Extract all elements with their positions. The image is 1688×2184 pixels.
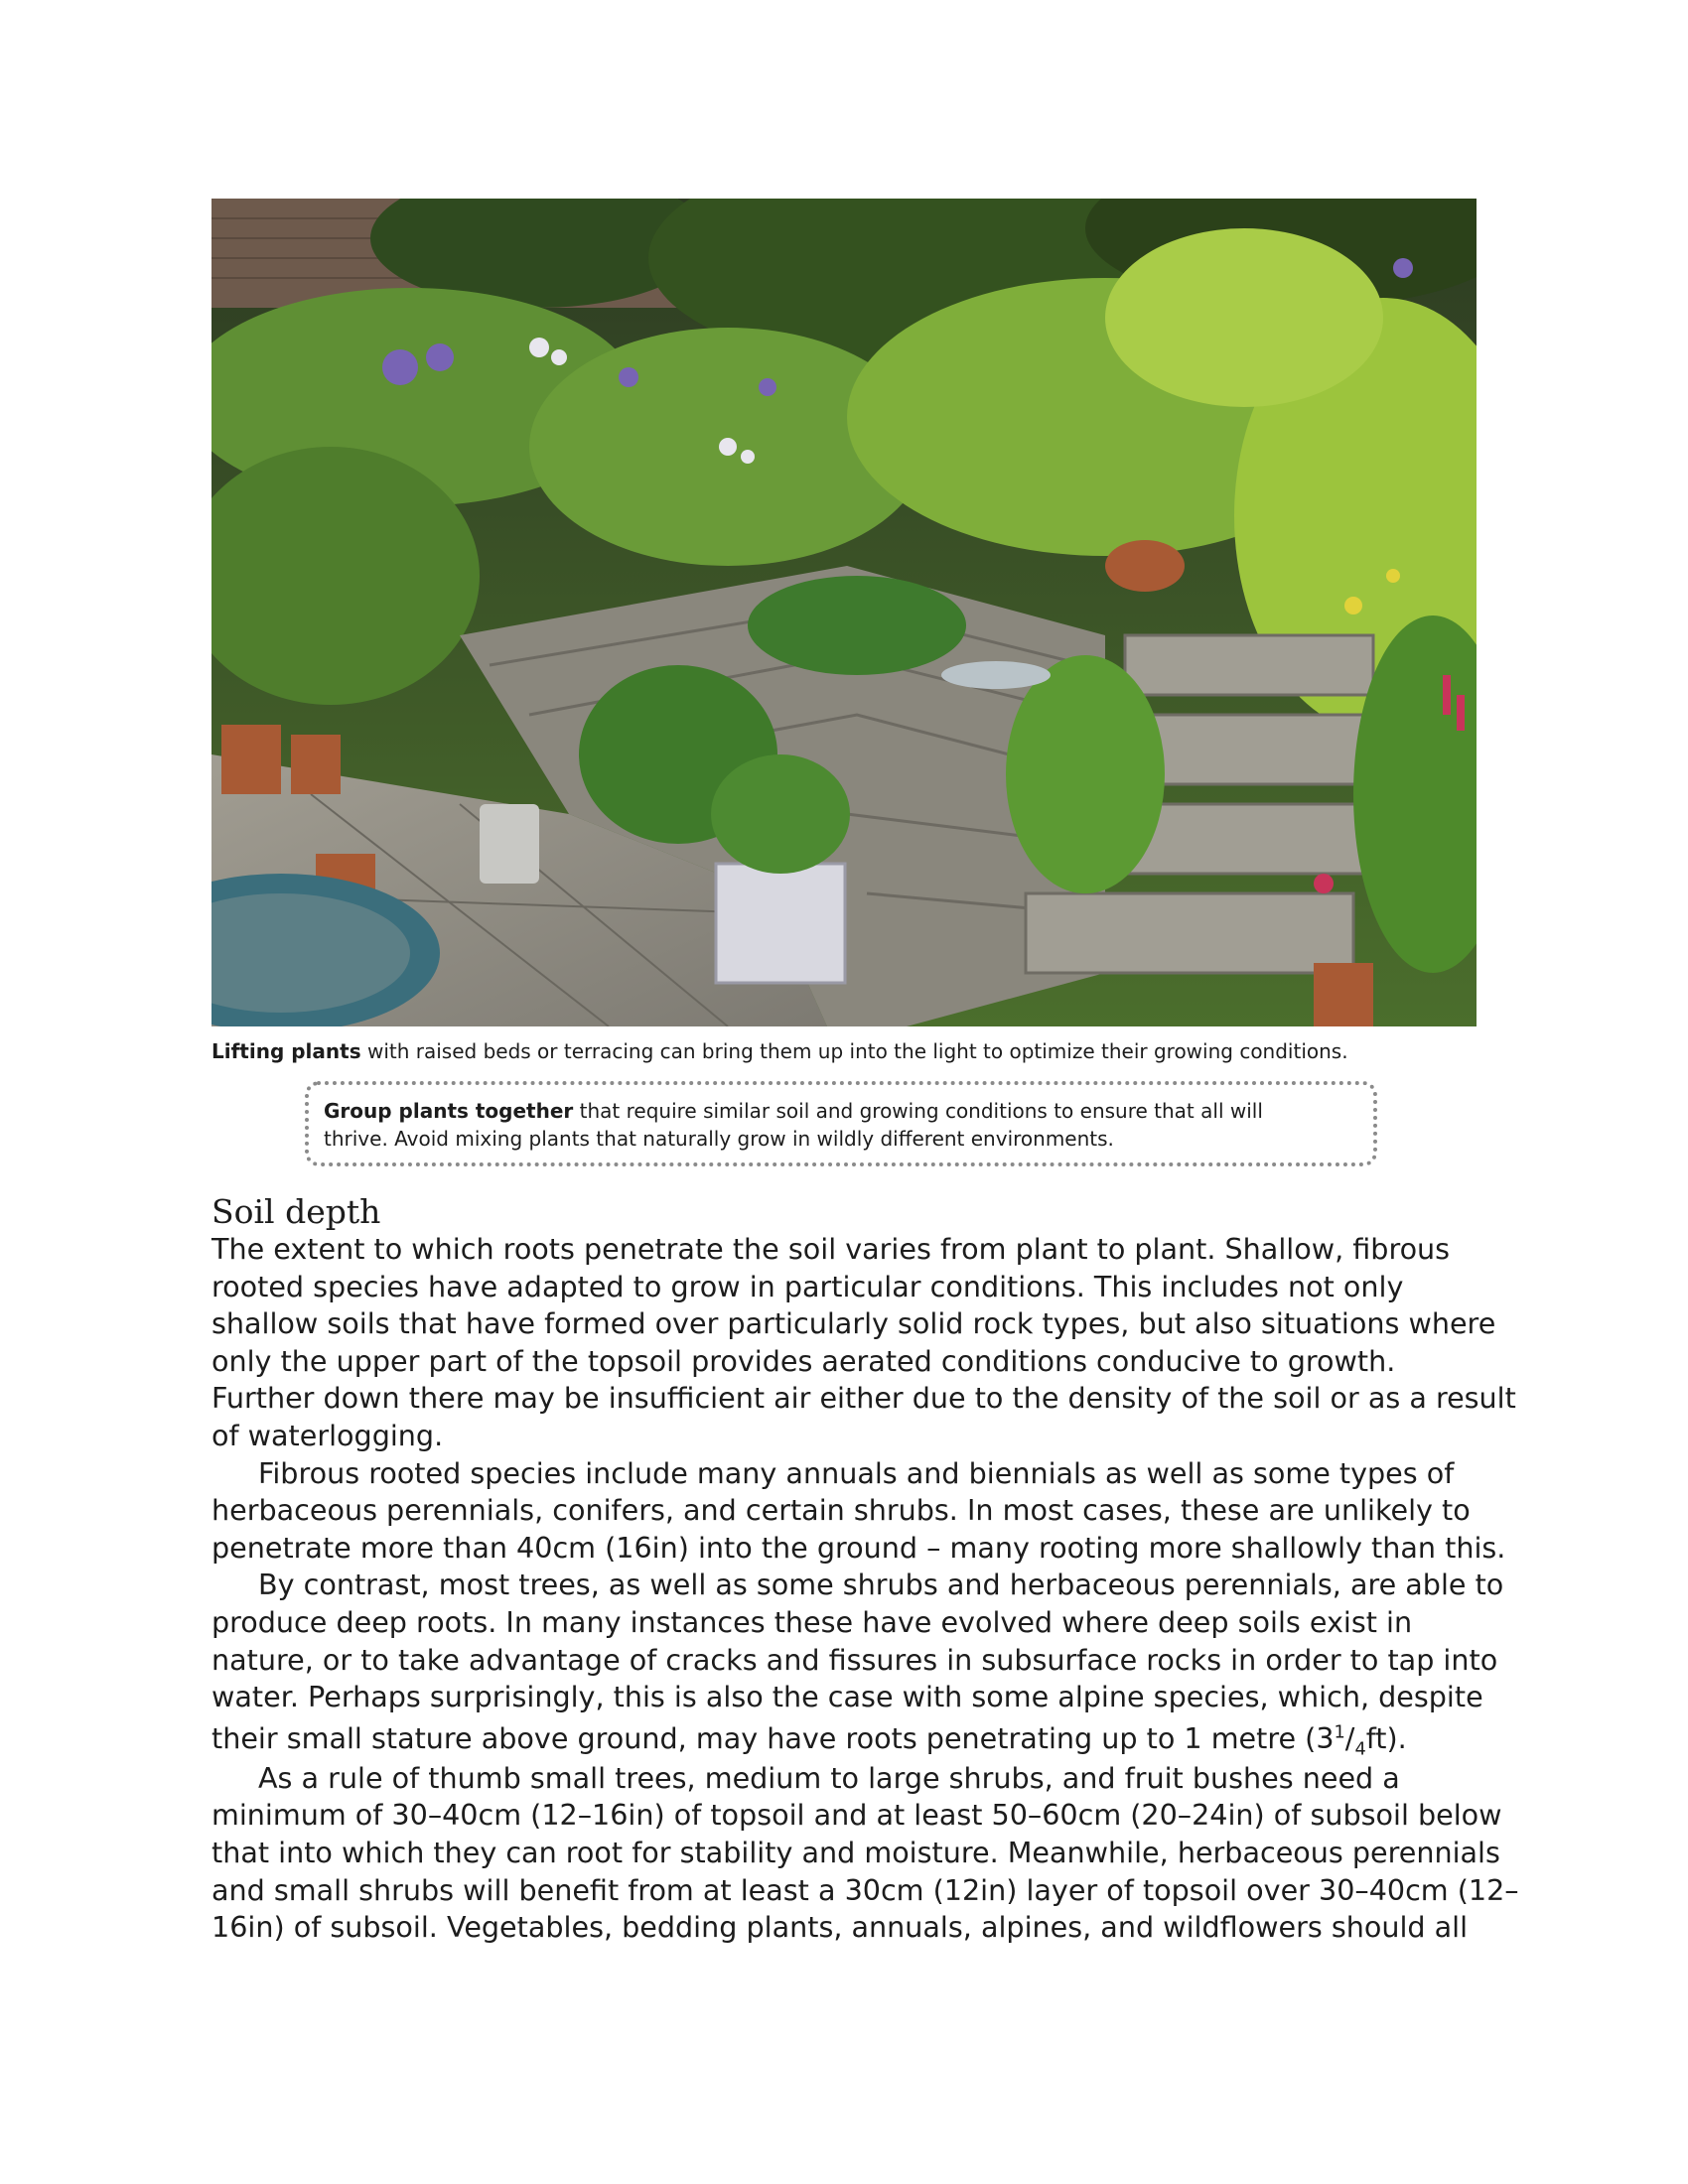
- tip-box: [305, 1081, 1377, 1166]
- tip-line-2: thrive. Avoid mixing plants that naturally grow in wildly different environments.: [324, 1127, 1114, 1151]
- photo-caption: [211, 1036, 1502, 1066]
- body-line: penetrate more than 40cm (16in) into the ground – many rooting more shallowly than this.: [211, 1530, 1506, 1565]
- body-line: only the upper part of the topsoil provides aerated conditions conducive to growth.: [211, 1343, 1396, 1378]
- tip-bold: Group plants together: [324, 1099, 574, 1123]
- body-line: herbaceous perennials, conifers, and certain shrubs. In most cases, these are unlikely to: [211, 1493, 1471, 1528]
- body-line: 16in) of subsoil. Vegetables, bedding plants, annuals, alpines, and wildflowers should all: [211, 1910, 1469, 1945]
- body-line: By contrast, most trees, as well as some shrubs and herbaceous perennials, are able to: [258, 1568, 1504, 1602]
- watering-can: [480, 804, 539, 884]
- body-line: produce deep roots. In many instances these have evolved where deep soils exist in: [211, 1604, 1413, 1639]
- body-line: As a rule of thumb small trees, medium to large shrubs, and fruit bushes need a: [258, 1760, 1400, 1795]
- body-line: The extent to which roots penetrate the soil varies from plant to plant. Shallow, fibrous: [211, 1232, 1451, 1266]
- body-line: that into which they can root for stability and moisture. Meanwhile, herbaceous perennials: [211, 1835, 1500, 1869]
- body-text: [211, 1231, 1519, 1947]
- caption-bold: Lifting plants: [211, 1039, 361, 1063]
- body-line-fraction: their small stature above ground, may have roots penetrating up to 1 metre $(3^1/_4ft)$.: [211, 1720, 1407, 1760]
- body-line: shallow soils that have formed over particularly solid rock types, but also situations where: [211, 1306, 1496, 1341]
- body-line: water. Perhaps surprisingly, this is also the case with some alpine species, which, despite: [211, 1680, 1483, 1714]
- body-line: and small shrubs will benefit from at least a 30cm (12in) layer of topsoil over 30–40cm (12–: [211, 1872, 1519, 1907]
- caption-text: with raised beds or terracing can bring them up into the light to optimize their growing conditions.: [360, 1039, 1348, 1063]
- body-line: Further down there may be insufficient air either due to the density of the soil or as a result: [211, 1381, 1516, 1416]
- garden-photo: [211, 199, 1477, 1026]
- garden-illustration: [211, 199, 1477, 1026]
- body-line: Fibrous rooted species include many annuals and biennials as well as some types of: [258, 1455, 1455, 1490]
- body-line: nature, or to take advantage of cracks and fissures in subsurface rocks in order to tap into: [211, 1642, 1498, 1677]
- body-line: rooted species have adapted to grow in particular conditions. This includes not only: [211, 1269, 1404, 1303]
- body-line: of waterlogging.: [211, 1418, 444, 1452]
- body-line: minimum of 30–40cm (12–16in) of topsoil and at least 50–60cm (20–24in) of subsoil below: [211, 1798, 1502, 1833]
- section-heading: Soil depth: [211, 1192, 381, 1231]
- white-planter: [716, 864, 845, 983]
- tip-line-1: Group plants together that require similar soil and growing conditions to ensure that all will: [324, 1099, 1263, 1123]
